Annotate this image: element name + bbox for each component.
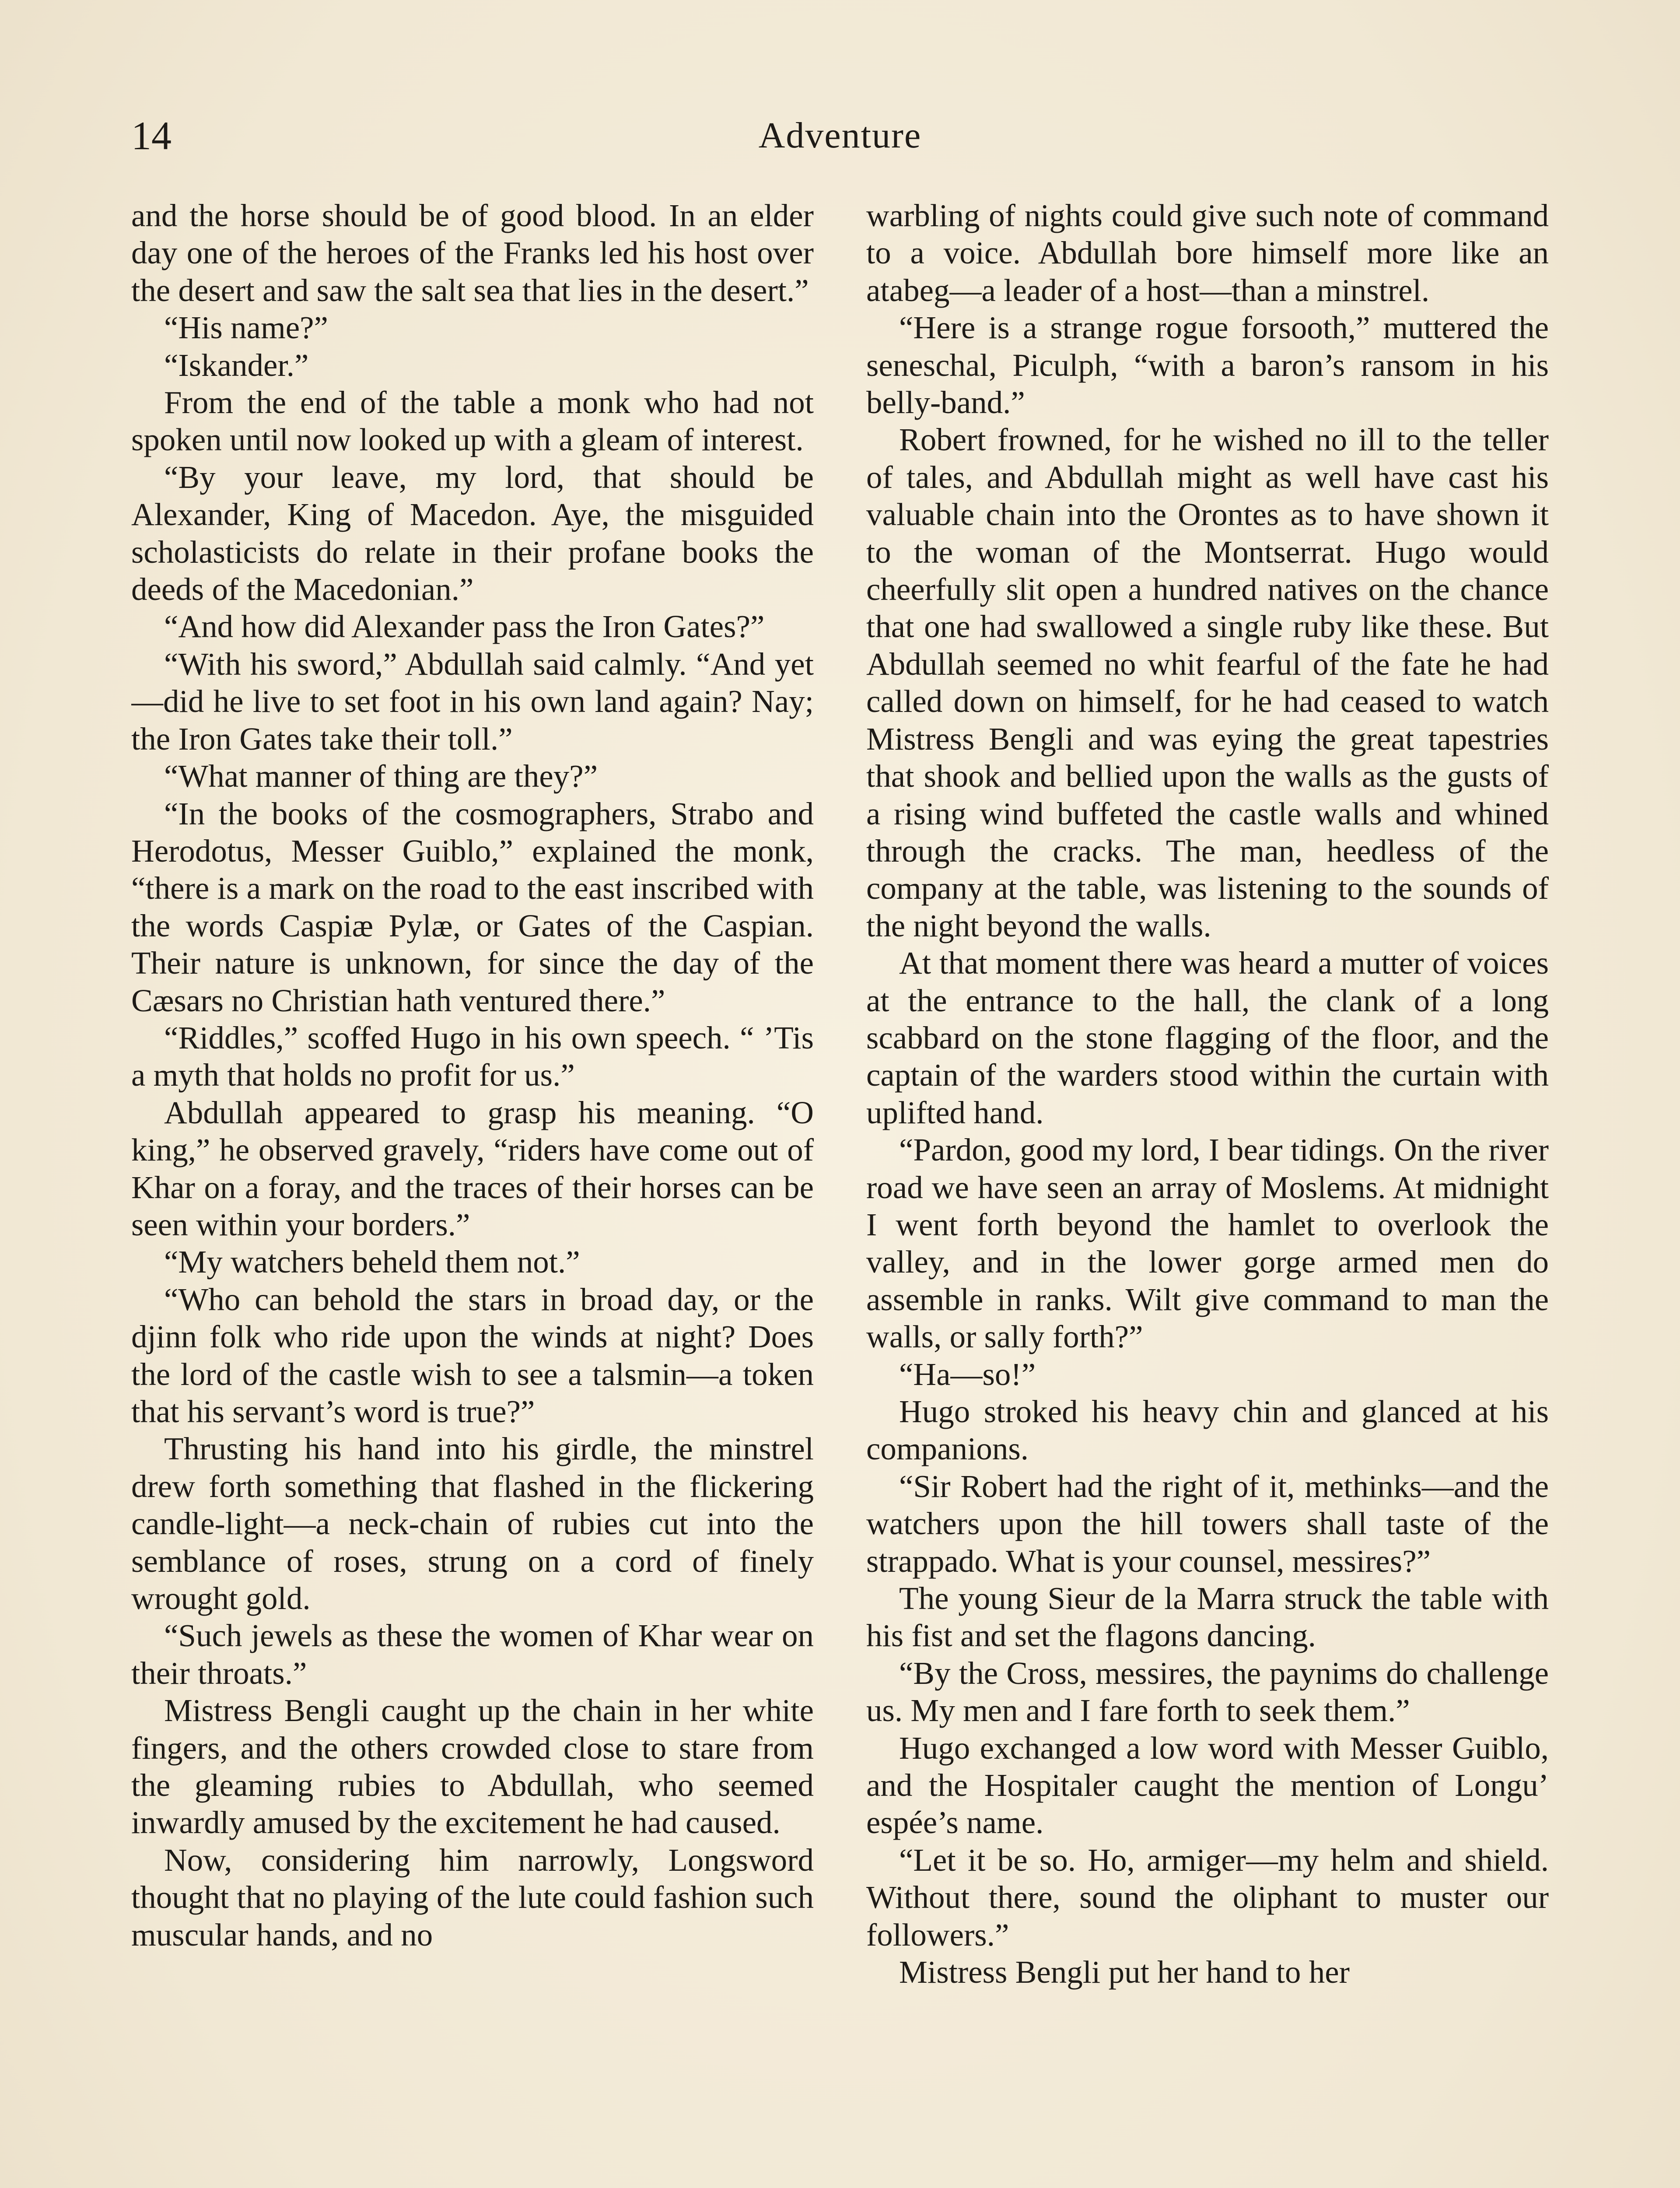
paragraph: Mistress Bengli caught up the chain in her white fingers, and the others crowded close to stare from the gleaming rubies to Abdullah, who seemed inwardly amused by the excitement he had caused. — [131, 1693, 814, 1841]
page-header — [131, 103, 1549, 168]
paragraph: “Sir Robert had the right of it, methinks—and the watchers upon the hill towers shall taste of the strappado. What is your counsel, messires?” — [866, 1468, 1549, 1579]
paragraph: Mistress Bengli put her hand to her — [899, 1954, 1350, 1990]
paragraph: Thrusting his hand into his girdle, the minstrel drew forth something that flashed in the flickering candle-light—a neck-chain of rubies cut into the semblance of roses, strung on a cord of finely wrought gold. — [131, 1431, 814, 1616]
paragraph: Robert frowned, for he wished no ill to the teller of tales, and Abdullah might as well have cast his valuable chain into the Orontes as to have shown it to the woman of the Montserrat. Hugo would cheerfully slit open a hundred natives on the chance that one had swallowed a single ruby like these. But Abdullah seemed no whit fearful of the fate he had called down on himself, for he had ceased to watch Mistress Bengli and was eying the great tapestries that shook and bellied upon the walls as the gusts of a rising wind buffeted the castle walls and whined through the cracks. The man, heedless of the company at the table, was listening to the sounds of the night beyond the walls. — [866, 422, 1549, 943]
paragraph: From the end of the table a monk who had not spoken until now looked up with a gleam of interest. — [131, 385, 814, 458]
page-number: 14 — [131, 113, 172, 158]
paragraph: “Such jewels as these the women of Khar wear on their throats.” — [131, 1618, 814, 1691]
paragraph: “Ha—so!” — [899, 1356, 1036, 1392]
paragraph: The young Sieur de la Marra struck the table with his fist and set the flagons dancing. — [866, 1581, 1549, 1654]
right-column — [866, 197, 1549, 2188]
running-title: Adventure — [758, 115, 922, 156]
paragraph: “Let it be so. Ho, armiger—my helm and shield. Without there, sound the oliphant to muster our followers.” — [866, 1842, 1549, 1953]
paragraph: “In the books of the cosmographers, Strabo and Herodotus, Messer Guiblo,” explained the monk, “there is a mark on the road to the east inscribed with the words Caspiæ Pylæ, or Gates of the Caspian. Their nature is unknown, for since the day of the Cæsars no Christian hath ventured there.” — [131, 796, 814, 1018]
paragraph: Hugo stroked his heavy chin and glanced at his companions. — [866, 1394, 1549, 1467]
paragraph: “And how did Alexander pass the Iron Gates?” — [164, 609, 765, 645]
paragraph: “By your leave, my lord, that should be Alexander, King of Macedon. Aye, the misguided scholasticists do relate in their profane books the deeds of the Macedonian.” — [131, 459, 814, 607]
left-column — [131, 197, 814, 2188]
paragraph: At that moment there was heard a mutter of voices at the entrance to the hall, the clank of a long scabbard on the stone flagging of the floor, and the captain of the warders stood within the curtain with uplifted hand. — [866, 945, 1549, 1130]
paragraph: “Who can behold the stars in broad day, or the djinn folk who ride upon the winds at night? Does the lord of the castle wish to see a talsmin—a token that his servant’s word is true?” — [131, 1281, 814, 1429]
paragraph: and the horse should be of good blood. In an elder day one of the heroes of the Franks led his host over the desert and saw the salt sea that lies in the desert.” — [131, 198, 814, 308]
paragraph: “Iskander.” — [164, 347, 309, 383]
paragraph: “Here is a strange rogue forsooth,” muttered the seneschal, Piculph, “with a baron’s ransom in his belly-band.” — [866, 310, 1549, 421]
paragraph: Abdullah appeared to grasp his meaning. “O king,” he observed gravely, “riders have come out of Khar on a foray, and the traces of their horses can be seen within your borders.” — [131, 1094, 814, 1242]
paragraph: “What manner of thing are they?” — [164, 758, 598, 794]
paragraph: “His name?” — [164, 310, 328, 346]
paragraph: “With his sword,” Abdullah said calmly. “And yet—did he live to set foot in his own land again? Nay; the Iron Gates take their toll.” — [131, 646, 814, 757]
paragraph: Now, considering him narrowly, Longsword thought that no playing of the lute could fashion such muscular hands, and no — [131, 1842, 814, 1953]
paragraph: warbling of nights could give such note of command to a voice. Abdullah bore himself more like an atabeg—a leader of a host—than a minstrel. — [866, 198, 1549, 308]
paragraph: “Riddles,” scoffed Hugo in his own speech. “ ’Tis a myth that holds no profit for us.” — [131, 1020, 814, 1093]
paragraph: “Pardon, good my lord, I bear tidings. On the river road we have seen an array of Moslems. At midnight I went forth beyond the hamlet to overlook the valley, and in the lower gorge armed men do assemble in ranks. Wilt give command to man the walls, or sally forth?” — [866, 1132, 1549, 1355]
paragraph: Hugo exchanged a low word with Messer Guiblo, and the Hospitaler caught the mention of Longu’ espée’s name. — [866, 1730, 1549, 1841]
paragraph: “By the Cross, messires, the paynims do challenge us. My men and I fare forth to seek them.” — [866, 1655, 1549, 1729]
paragraph: “My watchers beheld them not.” — [164, 1244, 580, 1280]
text-columns — [131, 197, 1549, 2188]
